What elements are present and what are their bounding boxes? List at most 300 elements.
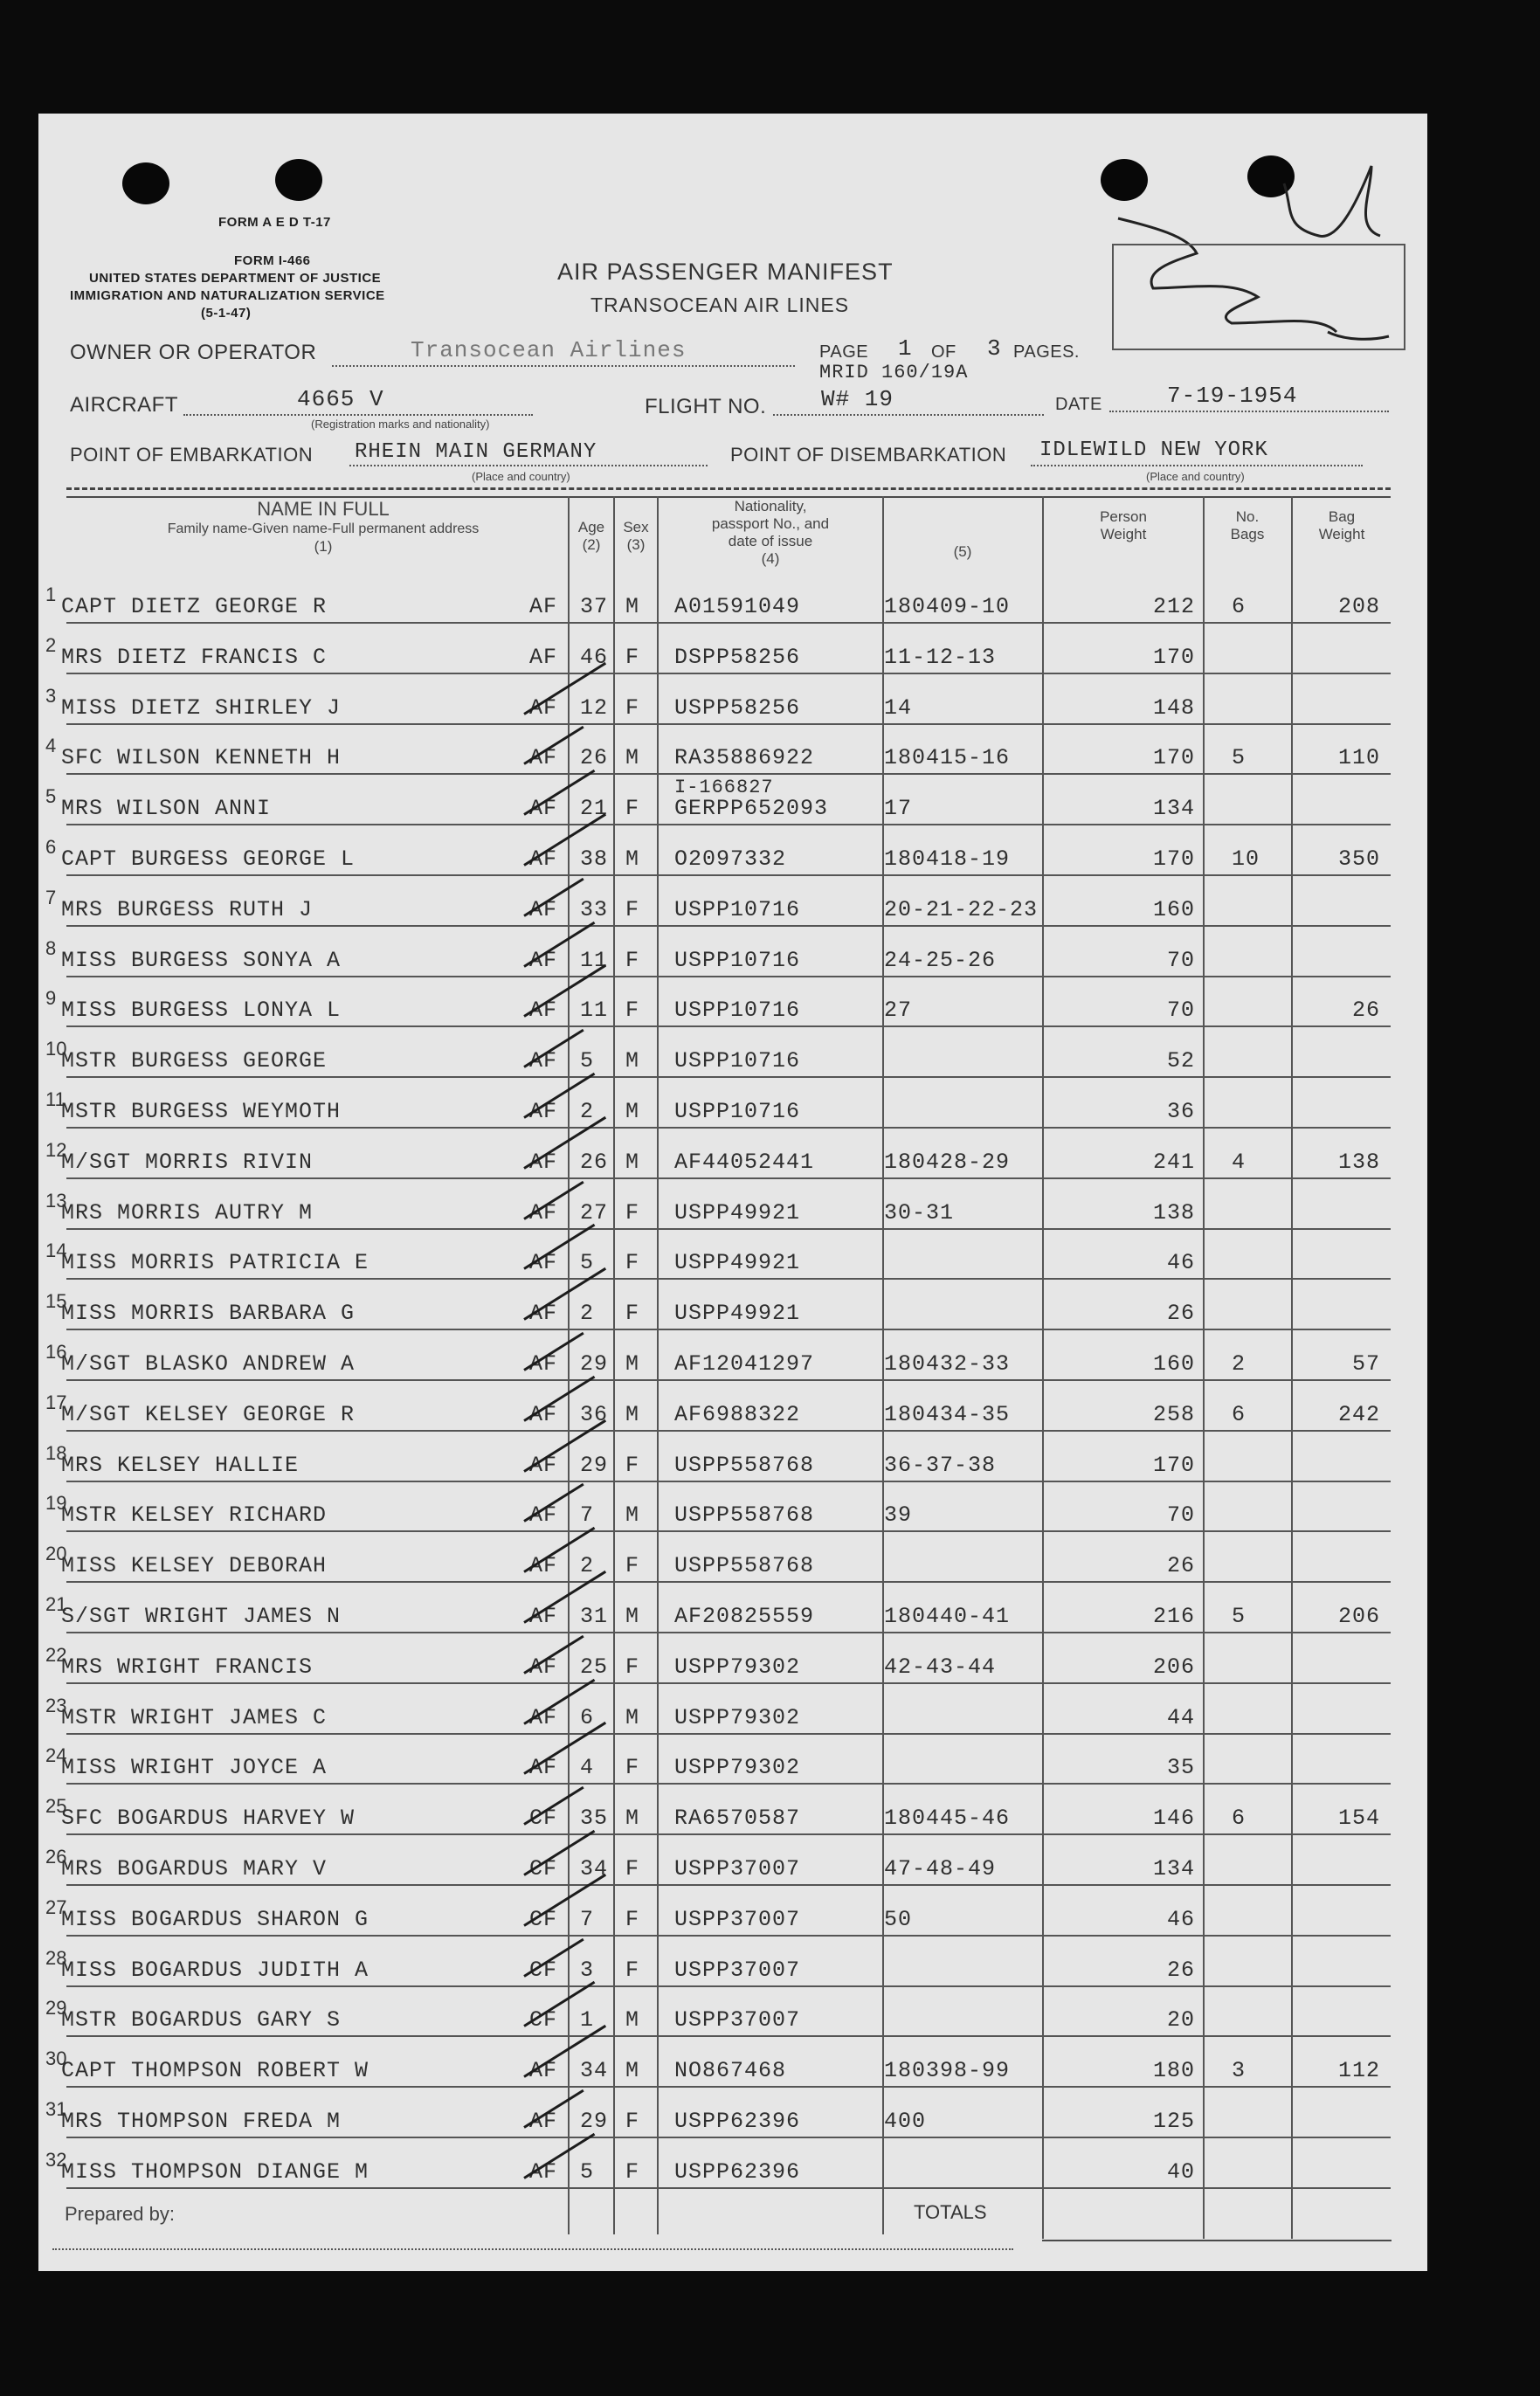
passport-cell: USPP37007 (674, 1906, 801, 1932)
table-row (0, 1179, 1540, 1230)
service-code: AF (529, 594, 558, 619)
reference-cell: 180418-19 (884, 846, 1011, 872)
passport-cell: USPP558768 (674, 1502, 815, 1529)
age-cell: 25 (580, 1654, 609, 1680)
table-row (0, 775, 1540, 825)
age-cell: 26 (580, 745, 609, 771)
age-cell: 21 (580, 796, 609, 822)
aircraft-value: 4665 V (297, 386, 384, 412)
weight-cell: 46 (1166, 1250, 1195, 1276)
table-row (0, 1532, 1540, 1583)
age-cell: 1 (580, 2007, 595, 2033)
reference-cell: 11-12-13 (884, 644, 997, 670)
age-cell: 2 (580, 1301, 595, 1327)
age-cell: 31 (580, 1604, 609, 1629)
passenger-name: M/SGT KELSEY GEORGE R (61, 1401, 356, 1427)
reference-cell: 180428-29 (884, 1149, 1011, 1175)
agency-line-1: UNITED STATES DEPARTMENT OF JUSTICE (89, 271, 382, 286)
sex-cell: F (625, 694, 640, 721)
sex-cell: M (625, 1351, 640, 1377)
service-code: AF (529, 1099, 558, 1124)
age-cell: 36 (580, 1401, 609, 1427)
table-row (0, 2037, 1540, 2088)
table-row (0, 724, 1540, 775)
passport-cell: RA35886922 (674, 745, 815, 771)
sex-cell: F (625, 896, 640, 922)
sex-cell: F (625, 644, 640, 670)
table-row (0, 674, 1540, 725)
age-cell: 26 (580, 1149, 609, 1175)
row-number: 31 (45, 2098, 67, 2120)
age-cell: 3 (580, 1957, 595, 1983)
sex-cell: F (625, 1301, 640, 1327)
table-row (0, 1835, 1540, 1886)
service-code: CF (529, 1806, 558, 1832)
row-number: 8 (45, 936, 57, 959)
aircraft-label: AIRCRAFT (70, 393, 178, 417)
bag-weight-cell: 138 (1337, 1149, 1380, 1175)
service-code: AF (529, 644, 558, 670)
bag-weight-cell: 112 (1337, 2058, 1380, 2084)
service-code: AF (529, 1704, 558, 1730)
age-cell: 46 (580, 644, 609, 670)
weight-cell: 160 (1152, 896, 1195, 922)
weight-cell: 70 (1166, 998, 1195, 1024)
row-number: 22 (45, 1643, 67, 1666)
flight-label: FLIGHT NO. (645, 395, 767, 418)
sex-cell: F (625, 1250, 640, 1276)
sex-cell: M (625, 1806, 640, 1832)
service-code: AF (529, 1401, 558, 1427)
passenger-name: SFC WILSON KENNETH H (61, 745, 342, 771)
bags-cell: 6 (1232, 594, 1247, 619)
passport-cell: AF6988322 (674, 1401, 801, 1427)
of-label: OF (931, 342, 956, 362)
row-number: 24 (45, 1744, 67, 1767)
table-row (0, 1684, 1540, 1735)
service-code: AF (529, 1301, 558, 1327)
owner-label: OWNER OR OPERATOR (70, 341, 317, 364)
col-bag-weight-header: Bag Weight (1318, 508, 1365, 542)
bag-weight-cell: 26 (1351, 998, 1380, 1024)
table-row (0, 1078, 1540, 1129)
service-code: AF (529, 745, 558, 771)
weight-cell: 241 (1152, 1149, 1195, 1175)
reference-cell: 180432-33 (884, 1351, 1011, 1377)
col-sex-header: Sex (3) (623, 519, 649, 553)
passport-cell: USPP49921 (674, 1199, 801, 1226)
passenger-name: MISS BURGESS LONYA L (61, 998, 342, 1024)
age-cell: 4 (580, 1755, 595, 1781)
age-cell: 5 (580, 1048, 595, 1074)
row-number: 25 (45, 1795, 67, 1818)
table-row (0, 1886, 1540, 1937)
service-code: AF (529, 1149, 558, 1175)
bag-weight-cell: 154 (1337, 1806, 1380, 1832)
weight-cell: 134 (1152, 796, 1195, 822)
col-name-header: NAME IN FULL Family name-Given name-Full permanent address (1) (167, 498, 480, 555)
service-code: CF (529, 2007, 558, 2033)
table-row (0, 1432, 1540, 1482)
bag-weight-cell: 208 (1337, 594, 1380, 619)
passenger-name: MISS BOGARDUS JUDITH A (61, 1957, 369, 1983)
weight-cell: 26 (1166, 1553, 1195, 1579)
form-number: FORM I-466 (234, 253, 311, 268)
service-code: AF (529, 694, 558, 721)
disembarkation-value: IDLEWILD NEW YORK (1039, 438, 1268, 462)
reference-cell: 180440-41 (884, 1604, 1011, 1629)
service-code: AF (529, 947, 558, 973)
col-passport-header: Nationality, passport No., and date of issue (4) (711, 498, 830, 567)
service-code: AF (529, 2158, 558, 2185)
passport-cell: USPP58256 (674, 694, 801, 721)
prepared-by-label: Prepared by: (65, 2203, 175, 2225)
service-code: AF (529, 1452, 558, 1478)
weight-cell: 44 (1166, 1704, 1195, 1730)
service-code: AF (529, 1755, 558, 1781)
table-row (0, 1583, 1540, 1633)
age-cell: 6 (580, 1704, 595, 1730)
page-label: PAGE (819, 342, 869, 362)
col-age-header: Age (2) (577, 519, 605, 553)
service-code: AF (529, 1048, 558, 1074)
age-cell: 29 (580, 1452, 609, 1478)
passport-cell: NO867468 (674, 2058, 787, 2084)
weight-cell: 180 (1152, 2058, 1195, 2084)
row-rule (66, 2187, 1391, 2189)
age-cell: 7 (580, 1906, 595, 1932)
service-code: AF (529, 1199, 558, 1226)
reference-cell: 27 (884, 998, 913, 1024)
flight-value: W# 19 (821, 386, 894, 412)
service-code: AF (529, 2109, 558, 2134)
passport-cell: USPP49921 (674, 1301, 801, 1327)
table-row (0, 2088, 1540, 2138)
weight-cell: 35 (1166, 1755, 1195, 1781)
bags-cell: 3 (1232, 2058, 1247, 2084)
weight-cell: 160 (1152, 1351, 1195, 1377)
weight-cell: 125 (1152, 2109, 1195, 2134)
passport-cell: USPP62396 (674, 2109, 801, 2134)
bag-weight-cell: 110 (1337, 745, 1380, 771)
sex-cell: M (625, 1604, 640, 1629)
pages-label: PAGES. (1013, 342, 1080, 362)
aircraft-note: (Registration marks and nationality) (311, 418, 490, 431)
passenger-name: MRS KELSEY HALLIE (61, 1452, 300, 1478)
row-number: 30 (45, 2047, 67, 2070)
weight-cell: 170 (1152, 745, 1195, 771)
weight-cell: 206 (1152, 1654, 1195, 1680)
service-code: AF (529, 1604, 558, 1629)
sex-cell: F (625, 2109, 640, 2134)
service-code: AF (529, 846, 558, 872)
row-number: 7 (45, 886, 57, 908)
table-row (0, 1381, 1540, 1432)
table-row (0, 1481, 1540, 1532)
table-row (0, 1785, 1540, 1835)
of-value: 3 (987, 335, 1002, 362)
age-cell: 12 (580, 694, 609, 721)
service-code: AF (529, 1250, 558, 1276)
age-cell: 5 (580, 2158, 595, 2185)
reference-cell: 400 (884, 2109, 927, 2134)
date-label: DATE (1055, 395, 1102, 414)
airline-name: TRANSOCEAN AIR LINES (590, 293, 850, 316)
weight-cell: 170 (1152, 644, 1195, 670)
col-weight-header: Person Weight (1100, 508, 1147, 542)
reference-cell: 180415-16 (884, 745, 1011, 771)
weight-cell: 40 (1166, 2158, 1195, 2185)
weight-cell: 26 (1166, 1957, 1195, 1983)
age-cell: 2 (580, 1553, 595, 1579)
service-code: AF (529, 998, 558, 1024)
passport-cell: RA6570587 (674, 1806, 801, 1832)
weight-cell: 148 (1152, 694, 1195, 721)
embarkation-value: RHEIN MAIN GERMANY (355, 440, 597, 464)
service-code: AF (529, 2058, 558, 2084)
service-code: AF (529, 1351, 558, 1377)
age-cell: 38 (580, 846, 609, 872)
bags-cell: 5 (1232, 1604, 1247, 1629)
weight-cell: 70 (1166, 1502, 1195, 1529)
row-number: 1 (45, 583, 57, 605)
row-number: 3 (45, 684, 57, 707)
table-row (0, 1027, 1540, 1078)
bag-weight-cell: 350 (1337, 846, 1380, 872)
passport-cell: USPP10716 (674, 896, 801, 922)
sex-cell: F (625, 2158, 640, 2185)
sex-cell: M (625, 745, 640, 771)
sex-cell: M (625, 1704, 640, 1730)
age-cell: 11 (580, 998, 609, 1024)
table-row (0, 624, 1540, 674)
passenger-name: CAPT DIETZ GEORGE R (61, 594, 328, 619)
table-row (0, 1986, 1540, 2037)
passenger-name: MSTR WRIGHT JAMES C (61, 1704, 328, 1730)
sex-cell: M (625, 594, 640, 619)
service-code: AF (529, 796, 558, 822)
reference-cell: 24-25-26 (884, 947, 997, 973)
weight-cell: 170 (1152, 1452, 1195, 1478)
passport-cell: USPP10716 (674, 947, 801, 973)
mrid-value: MRID 160/19A (819, 362, 969, 383)
passenger-name: MISS THOMPSON DIANGE M (61, 2158, 369, 2185)
sex-cell: M (625, 1099, 640, 1124)
row-number: 27 (45, 1895, 67, 1918)
weight-cell: 146 (1152, 1806, 1195, 1832)
age-cell: 33 (580, 896, 609, 922)
reference-cell: 36-37-38 (884, 1452, 997, 1478)
passenger-name: CAPT THOMPSON ROBERT W (61, 2058, 369, 2084)
passenger-name: MRS MORRIS AUTRY M (61, 1199, 314, 1226)
passenger-name: MISS BURGESS SONYA A (61, 947, 342, 973)
passport-cell: USPP10716 (674, 1048, 801, 1074)
sex-cell: M (625, 1048, 640, 1074)
passenger-name: CAPT BURGESS GEORGE L (61, 846, 356, 872)
passenger-name: MISS WRIGHT JOYCE A (61, 1755, 328, 1781)
table-row (0, 573, 1540, 624)
row-number: 19 (45, 1492, 67, 1515)
age-cell: 35 (580, 1806, 609, 1832)
weight-cell: 258 (1152, 1401, 1195, 1427)
reference-cell: 30-31 (884, 1199, 955, 1226)
bag-weight-cell: 57 (1351, 1351, 1380, 1377)
passenger-name: MRS WILSON ANNI (61, 796, 272, 822)
passport-cell: USPP79302 (674, 1704, 801, 1730)
passenger-name: MSTR BOGARDUS GARY S (61, 2007, 342, 2033)
table-row (0, 1129, 1540, 1179)
service-code: AF (529, 1553, 558, 1579)
age-cell: 34 (580, 2058, 609, 2084)
table-row (0, 1633, 1540, 1684)
age-cell: 5 (580, 1250, 595, 1276)
age-cell: 7 (580, 1502, 595, 1529)
sex-cell: F (625, 1553, 640, 1579)
embarkation-note: (Place and country) (472, 470, 570, 483)
bags-cell: 10 (1232, 846, 1260, 872)
table-row (0, 927, 1540, 977)
weight-cell: 26 (1166, 1301, 1195, 1327)
form-date: (5-1-47) (201, 306, 252, 321)
reference-cell: 50 (884, 1906, 913, 1932)
service-code: CF (529, 1957, 558, 1983)
reference-cell: 180409-10 (884, 594, 1011, 619)
sex-cell: F (625, 1452, 640, 1478)
passport-cell: USPP37007 (674, 2007, 801, 2033)
passport-cell: USPP79302 (674, 1755, 801, 1781)
passport-cell: USPP558768 (674, 1452, 815, 1478)
weight-cell: 46 (1166, 1906, 1195, 1932)
reference-cell: 47-48-49 (884, 1856, 997, 1882)
row-number: 23 (45, 1694, 67, 1716)
form-id: FORM A E D T-17 (218, 215, 331, 230)
page-value: 1 (898, 335, 913, 362)
age-cell: 34 (580, 1856, 609, 1882)
col-bags-header: No. Bags (1230, 508, 1265, 542)
row-number: 15 (45, 1290, 67, 1313)
passenger-name: MISS MORRIS PATRICIA E (61, 1250, 369, 1276)
passport-cell: USPP10716 (674, 1099, 801, 1124)
row-number: 16 (45, 1341, 67, 1363)
passenger-name: MSTR BURGESS GEORGE (61, 1048, 328, 1074)
passport-cell: USPP62396 (674, 2158, 801, 2185)
sex-cell: M (625, 1149, 640, 1175)
owner-value: Transocean Airlines (411, 337, 687, 363)
sex-cell: F (625, 1199, 640, 1226)
reference-cell: 17 (884, 796, 913, 822)
passenger-name: MISS KELSEY DEBORAH (61, 1553, 328, 1579)
age-cell: 29 (580, 2109, 609, 2134)
passenger-name: S/SGT WRIGHT JAMES N (61, 1604, 342, 1629)
reference-cell: 42-43-44 (884, 1654, 997, 1680)
passenger-name: MISS BOGARDUS SHARON G (61, 1906, 369, 1932)
bags-cell: 2 (1232, 1351, 1247, 1377)
manifest-title: AIR PASSENGER MANIFEST (557, 259, 894, 285)
weight-cell: 138 (1152, 1199, 1195, 1226)
table-row (0, 1229, 1540, 1280)
passport-cell: O2097332 (674, 846, 787, 872)
row-number: 29 (45, 1997, 67, 2020)
totals-label: TOTALS (914, 2201, 987, 2223)
col-5-header: (5) (953, 543, 972, 560)
bags-cell: 5 (1232, 745, 1247, 771)
passenger-name: M/SGT MORRIS RIVIN (61, 1149, 314, 1175)
passenger-name: MSTR KELSEY RICHARD (61, 1502, 328, 1529)
table-row (0, 2138, 1540, 2189)
age-cell: 27 (580, 1199, 609, 1226)
sex-cell: F (625, 796, 640, 822)
table-row (0, 977, 1540, 1027)
date-value: 7-19-1954 (1167, 383, 1298, 409)
passport-cell: USPP79302 (674, 1654, 801, 1680)
passport-cell: USPP37007 (674, 1856, 801, 1882)
passenger-name: MRS DIETZ FRANCIS C (61, 644, 328, 670)
age-cell: 29 (580, 1351, 609, 1377)
passport-cell: DSPP58256 (674, 644, 801, 670)
passenger-name: MSTR BURGESS WEYMOTH (61, 1099, 342, 1124)
sex-cell: M (625, 2058, 640, 2084)
passenger-name: MISS MORRIS BARBARA G (61, 1301, 356, 1327)
passenger-name: MRS BOGARDUS MARY V (61, 1856, 328, 1882)
bags-cell: 4 (1232, 1149, 1247, 1175)
sex-cell: F (625, 1654, 640, 1680)
service-code: CF (529, 1856, 558, 1882)
passport-cell: GERPP652093 (674, 796, 829, 822)
sex-cell: F (625, 947, 640, 973)
row-number: 4 (45, 735, 57, 757)
service-code: AF (529, 1654, 558, 1680)
reference-cell: 180398-99 (884, 2058, 1011, 2084)
row-number: 13 (45, 1189, 67, 1212)
row-number: 6 (45, 836, 57, 858)
weight-cell: 52 (1166, 1048, 1195, 1074)
sex-cell: F (625, 1906, 640, 1932)
table-row (0, 1937, 1540, 1987)
table-row (0, 876, 1540, 927)
reference-cell: 180445-46 (884, 1806, 1011, 1832)
row-number: 17 (45, 1391, 67, 1413)
age-cell: 2 (580, 1099, 595, 1124)
row-number: 9 (45, 987, 57, 1010)
sex-cell: M (625, 2007, 640, 2033)
bag-weight-cell: 206 (1337, 1604, 1380, 1629)
weight-cell: 20 (1166, 2007, 1195, 2033)
row-number: 28 (45, 1946, 67, 1969)
weight-cell: 36 (1166, 1099, 1195, 1124)
passenger-name: MISS DIETZ SHIRLEY J (61, 694, 342, 721)
weight-cell: 216 (1152, 1604, 1195, 1629)
row-number: 11 (45, 1088, 66, 1110)
sex-cell: F (625, 1957, 640, 1983)
service-code: CF (529, 1906, 558, 1932)
row-number: 20 (45, 1543, 67, 1565)
passenger-name: M/SGT BLASKO ANDREW A (61, 1351, 356, 1377)
table-row (0, 1734, 1540, 1785)
passport-note: I-166827 (674, 777, 774, 799)
passenger-name: MRS BURGESS RUTH J (61, 896, 314, 922)
row-number: 12 (45, 1138, 67, 1161)
passport-cell: AF12041297 (674, 1351, 815, 1377)
passport-cell: USPP37007 (674, 1957, 801, 1983)
passenger-name: MRS THOMPSON FREDA M (61, 2109, 342, 2134)
sex-cell: M (625, 1401, 640, 1427)
row-number: 21 (45, 1593, 67, 1615)
agency-line-2: IMMIGRATION AND NATURALIZATION SERVICE (70, 288, 385, 303)
reference-cell: 20-21-22-23 (884, 896, 1039, 922)
sex-cell: M (625, 1502, 640, 1529)
table-row (0, 825, 1540, 876)
bags-cell: 6 (1232, 1401, 1247, 1427)
